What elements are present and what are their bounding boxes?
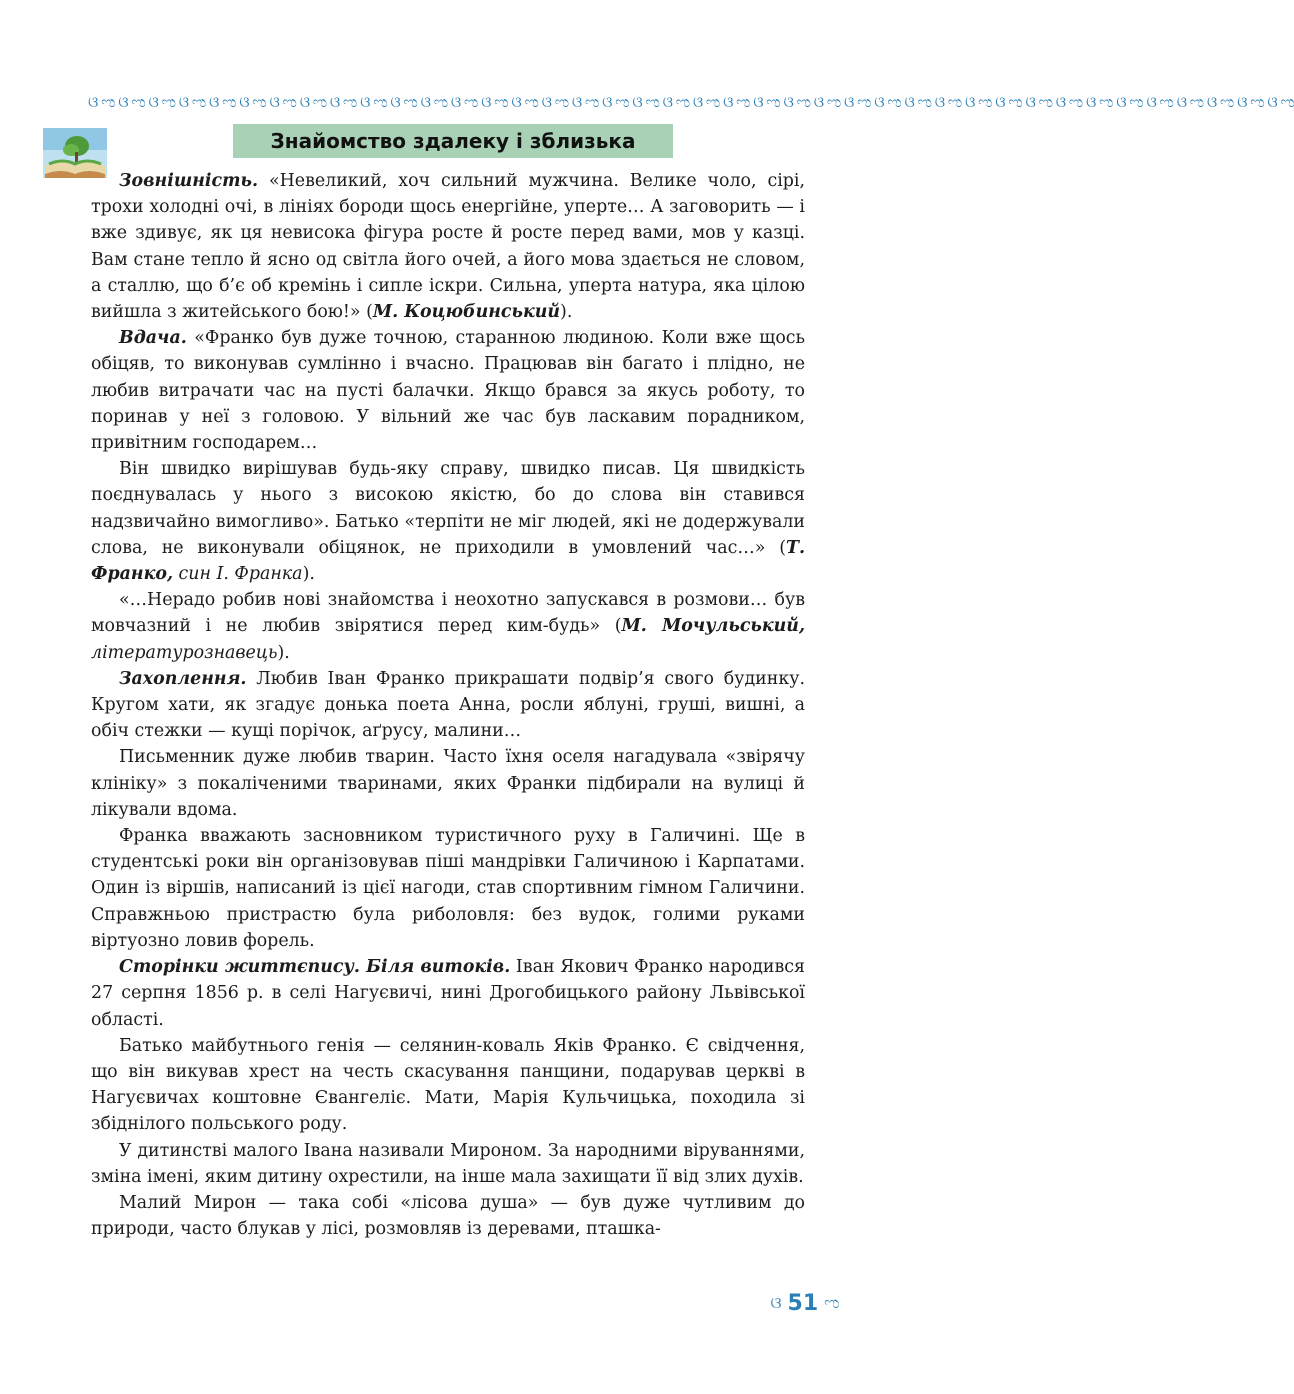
- swirl-right-icon: ಌ: [824, 1293, 840, 1312]
- paragraph-label: Зовнішність.: [119, 171, 259, 191]
- page-number: [760, 1288, 850, 1318]
- paragraph: Франка вважають засновником туристичного руху в Галичині. Ще в студентські роки він організовував піші мандрівки Галичиною і Карпатами. Один із віршів, написаний із цієї нагоди, став спортивним гімном Галичини. Справжньою пристрастю була риболовля: без вудок, голими руками віртуозно ловив форель.: [91, 826, 805, 951]
- paragraph: Письменник дуже любив тварин. Часто їхня оселя нагадувала «звірячу клініку» з покаліченими тваринами, яких Франки підбирали на вулиці й лікували вдома.: [91, 747, 805, 820]
- paragraph-label: Вдача.: [119, 328, 187, 349]
- swirl-left-icon: ଓ: [770, 1293, 782, 1312]
- paragraph-character: Вдача. «Франко був дуже точною, старанною людиною. Коли вже щось обіцяв, то виконував сумлінно і вчасно. Працював він багато і плідно, не любив витрачати час на пусті балачки. Якщо брався за якусь роботу, то поринав у неї з головою. У вільний же час був ласкавим порадником, привітним господарем…: [91, 328, 805, 454]
- paragraph-appearance: Зовнішність. «Невеликий, хоч сильний мужчина. Велике чоло, сірі, трохи холодні очі, в лініях бороди щось енергійне, уперте… А заговорить — і вже здивує, як ця невисока фігура росте й росте перед вами, мов у казці. Вам стане тепло й ясно од світла його очей, а його мова здається не словом, а сталлю, що б’є об кремінь і сипле іскри. Сильна, уперта натура, яка цілою вийшла з житейського бою!» (М. Коцюбинський).: [91, 171, 805, 323]
- quote-author: Т. Франко,: [91, 537, 805, 585]
- body-text: [91, 168, 805, 1242]
- quote-author: М. Коцюбинський: [372, 302, 561, 323]
- section-heading: Знайомство здалеку і зблизька: [233, 124, 673, 158]
- paragraph: У дитинстві малого Івана називали Мироном. За народними віруваннями, зміна імені, яким дитину охрестили, на інше мала захищати її від злих духів.: [91, 1140, 805, 1187]
- page-number-value: 51: [787, 1290, 819, 1316]
- paragraph: «…Нерадо робив нові знайомства і неохотно запускався в розмови… був мовчазний і не любив звірятися перед ким-будь» (М. Мочульський, літературознавець).: [91, 590, 806, 663]
- paragraph-biography: Сторінки життєпису. Біля витоків. Іван Якович Франко народився 27 серпня 1856 р. в селі Нагуєвичі, нині Дрогобицького району Львівської області.: [91, 957, 805, 1030]
- paragraph: Малий Мирон — така собі «лісова душа» — був дуже чутливим до природи, часто блукав у лісі, розмовляв із деревами, пташка-: [91, 1192, 805, 1240]
- author-role: літературознавець: [91, 642, 278, 663]
- quote-author: М. Мочульський,: [621, 616, 806, 637]
- paragraph-label: Захоплення.: [119, 668, 247, 689]
- paragraph-label: Сторінки життєпису. Біля витоків.: [119, 957, 511, 978]
- author-role: син І. Франка: [173, 564, 303, 585]
- decorative-ornament-border: ଓ ಌ ଓ ಌ ଓ ಌ ଓ ಌ ଓ ಌ ଓ ಌ ଓ ಌ ଓ ಌ ଓ ಌ ଓ ಌ ଓ ಌ ଓ ಌ ଓ ಌ ଓ ಌ ଓ ಌ ଓ ಌ ଓ ಌ ଓ ಌ ଓ ಌ ଓ ಌ ଓ ಌ ଓ ಌ ଓ ಌ ଓ ಌ ଓ ಌ ଓ ಌ ଓ ಌ ଓ ಌ ଓ ಌ ଓ ಌ ଓ ಌ ଓ ಌ ଓ ಌ ଓ ಌ ଓ ಌ ଓ ಌ ଓ ಌ ଓ ಌ ଓ ಌ ଓ ಌ: [88, 93, 1294, 111]
- paragraph-hobbies: Захоплення. Любив Іван Франко прикрашати подвір’я свого будинку. Кругом хати, як згадує донька поета Анна, росли яблуні, груші, вишні, а обіч стежки — кущі порічок, аґрусу, малини…: [91, 668, 805, 742]
- paragraph: Він швидко вирішував будь-яку справу, швидко писав. Ця швидкість поєднувалась у нього з високою якістю, бо до слова він ставився надзвичайно вимогливо». Батько «терпіти не міг людей, які не додержували слова, не виконували обіцянок, не приходили в умовлений час…» (Т. Франко, син І. Франка).: [91, 459, 805, 585]
- paragraph: Батько майбутнього генія — селянин-коваль Яків Франко. Є свідчення, що він викував хрест на честь скасування панщини, подарував церкві в Нагуєвичах коштовне Євангеліє. Мати, Марія Кульчицька, походила зі збіднілого польського роду.: [91, 1035, 805, 1135]
